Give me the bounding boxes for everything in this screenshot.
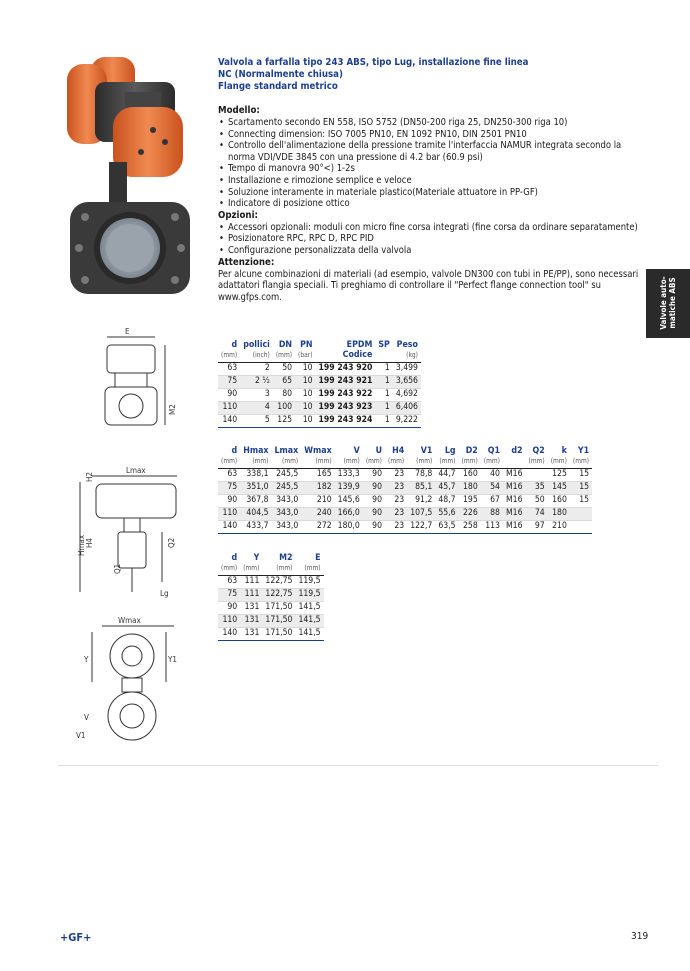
model-item: • Indicatore di posizione ottico <box>218 198 648 210</box>
col-header: d <box>231 553 238 563</box>
col-header: V <box>353 446 360 456</box>
table-cell: 160 <box>459 469 481 482</box>
table-cell: 2 <box>240 363 273 376</box>
table-cell: 338,1 <box>240 469 271 482</box>
option-item: • Posizionatore RPC, RPC D, RPC PID <box>218 233 648 245</box>
unit-cell: (mm) <box>240 457 271 469</box>
table-cell: 182 <box>301 481 334 494</box>
title-line-3: Flange standard metrico <box>218 81 338 92</box>
table-cell: M16 <box>503 481 526 494</box>
col-header: M2 <box>279 553 293 563</box>
unit-cell: (mm) <box>273 351 295 363</box>
table-cell: 1 <box>375 363 393 376</box>
page-number: 319 <box>631 931 649 942</box>
table-cell: 160 <box>548 494 570 507</box>
table-cell: 199 243 922 <box>316 388 376 401</box>
drawing-label-e: E <box>125 327 130 336</box>
table-row <box>218 469 592 482</box>
table-cell: 367,8 <box>240 494 271 507</box>
product-photo <box>55 52 203 300</box>
table3-header-row <box>218 553 324 564</box>
unit-cell: (mm) <box>262 564 295 576</box>
unit-cell: (mm) <box>459 457 481 469</box>
table-cell: 145 <box>548 481 570 494</box>
table-cell: 343,0 <box>272 507 302 520</box>
col-header: Q1 <box>487 446 500 456</box>
table-cell: 210 <box>548 520 570 533</box>
col-header: Y1 <box>577 446 590 456</box>
col-header: EPDM <box>346 340 373 350</box>
table-cell <box>570 507 592 520</box>
table-cell: 44,7 <box>435 469 458 482</box>
dimension-drawing-top <box>62 612 182 750</box>
table-cell: 140 <box>218 520 240 533</box>
table-cell: 131 <box>240 614 262 627</box>
table-cell: M16 <box>503 520 526 533</box>
table-cell: 15 <box>570 494 592 507</box>
model-list <box>218 117 648 210</box>
description-block <box>218 105 648 303</box>
table-cell: 67 <box>481 494 503 507</box>
table-cell: 3 <box>240 388 273 401</box>
table-cell: 6,406 <box>393 401 421 414</box>
table-cell: 245,5 <box>272 481 302 494</box>
table-cell: 75 <box>218 375 240 388</box>
table-cell: 125 <box>273 414 295 427</box>
table-row <box>218 627 324 640</box>
table-cell: 4,692 <box>393 388 421 401</box>
table-row <box>218 614 324 627</box>
unit-cell: (mm) <box>301 457 334 469</box>
table-cell: 122,75 <box>262 576 295 589</box>
table-cell: 54 <box>481 481 503 494</box>
table-cell: 90 <box>363 494 385 507</box>
model-item: • Soluzione interamente in materiale plastico(Materiale attuatore in PP-GF) <box>218 187 648 199</box>
table-row <box>218 576 324 589</box>
table-cell: 10 <box>295 414 315 427</box>
table-cell: 2 ½ <box>240 375 273 388</box>
table-cell: 10 <box>295 401 315 414</box>
unit-cell: (mm) <box>407 457 435 469</box>
table-cell: 119,5 <box>295 576 323 589</box>
table-cell: 140 <box>218 627 240 640</box>
table-cell: 199 243 923 <box>316 401 376 414</box>
model-item: • Installazione e rimozione semplice e veloce <box>218 175 648 187</box>
table-cell: 210 <box>301 494 334 507</box>
table-cell: 107,5 <box>407 507 435 520</box>
drawing-label-h2: H2 <box>85 472 94 482</box>
unit-cell <box>375 351 393 363</box>
drawing-label-q2: Q2 <box>167 537 176 548</box>
col-header: Lg <box>444 446 456 456</box>
table-cell: 131 <box>240 601 262 614</box>
table-cell: 133,3 <box>335 469 363 482</box>
unit-cell: (mm) <box>218 351 240 363</box>
table-cell: 110 <box>218 507 240 520</box>
table-cell: 10 <box>295 388 315 401</box>
col-header: pollici <box>243 340 270 350</box>
table-cell: 343,0 <box>272 494 302 507</box>
table-cell: 97 <box>526 520 548 533</box>
table-cell: 141,5 <box>295 614 323 627</box>
table-cell: 122,7 <box>407 520 435 533</box>
table-row <box>218 401 421 414</box>
table-cell: 171,50 <box>262 627 295 640</box>
col-header: k <box>561 446 567 456</box>
table-cell: 90 <box>218 494 240 507</box>
drawing-label-lg: Lg <box>160 589 169 598</box>
table-cell: 78,8 <box>407 469 435 482</box>
table-cell: 199 243 924 <box>316 414 376 427</box>
attention-heading: Attenzione: <box>218 256 275 268</box>
table-cell: 404,5 <box>240 507 271 520</box>
table-cell: 90 <box>218 388 240 401</box>
table-cell: 85,1 <box>407 481 435 494</box>
table-cell: 145,6 <box>335 494 363 507</box>
table-cell: 3,499 <box>393 363 421 376</box>
side-tab-line-2: matiche ABS <box>668 277 677 329</box>
table-cell: 15 <box>570 481 592 494</box>
model-item: • Controllo dell'alimentazione della pressione tramite l'interfaccia NAMUR integrata secondo la norma VDI/VDE 3845 con una pressione di 4.2 bar (60.9 psi) <box>218 140 648 163</box>
table-cell: 166,0 <box>335 507 363 520</box>
table-cell: M16 <box>503 469 526 482</box>
side-tab-line-1: Valvole auto- <box>659 276 668 330</box>
unit-cell: (mm) <box>218 564 240 576</box>
unit-cell: (mm) <box>295 564 323 576</box>
table-cell: 90 <box>218 601 240 614</box>
table-cell: 113 <box>481 520 503 533</box>
table-cell: 90 <box>363 507 385 520</box>
table-cell: 74 <box>526 507 548 520</box>
unit-cell: (mm) <box>272 457 302 469</box>
col-header: d <box>231 340 238 350</box>
table-cell: 141,5 <box>295 601 323 614</box>
attention-text: Per alcune combinazioni di materiali (ad esempio, valvole DN300 con tubi in PE/PP), sono necessari adattatori flangia speciali. Ti preghiamo di controllare il "Perfect flange connection tool" su www.gfps.com. <box>218 268 639 303</box>
table-cell: 48,7 <box>435 494 458 507</box>
dimensions-table-2 <box>218 553 324 641</box>
table-cell: 240 <box>301 507 334 520</box>
col-header: Y <box>253 553 260 563</box>
table-cell: 23 <box>385 481 407 494</box>
unit-cell: (mm) <box>481 457 503 469</box>
drawing-label-wmax: Wmax <box>118 616 141 625</box>
table-cell: 23 <box>385 520 407 533</box>
table-cell: 122,75 <box>262 588 295 601</box>
table-row <box>218 601 324 614</box>
table-row <box>218 375 421 388</box>
table-cell: 55,6 <box>435 507 458 520</box>
unit-cell: (mm) <box>363 457 385 469</box>
unit-cell: (inch) <box>240 351 273 363</box>
table-cell: 4 <box>240 401 273 414</box>
unit-cell: (kg) <box>393 351 421 363</box>
table-cell: 88 <box>481 507 503 520</box>
drawing-label-hmax: Hmax <box>77 534 86 556</box>
table-row <box>218 520 592 533</box>
table-cell: 141,5 <box>295 627 323 640</box>
table-cell: 139,9 <box>335 481 363 494</box>
col-header: U <box>375 446 383 456</box>
col-header: D2 <box>465 446 478 456</box>
options-list <box>218 222 648 257</box>
table-cell: 171,50 <box>262 614 295 627</box>
col-header: d2 <box>511 446 523 456</box>
drawing-label-q1: Q1 <box>113 563 122 574</box>
table-cell: 40 <box>481 469 503 482</box>
table-cell: 63,5 <box>435 520 458 533</box>
unit-cell: (mm) <box>435 457 458 469</box>
table-cell: 180 <box>459 481 481 494</box>
unit-cell: (mm) <box>218 457 240 469</box>
option-item: • Accessori opzionali: moduli con micro fine corsa integrati (fine corsa da ordinare separatamente) <box>218 222 648 234</box>
unit-cell: (mm) <box>526 457 548 469</box>
table-row <box>218 363 421 376</box>
table-cell: 10 <box>295 363 315 376</box>
table-cell: 75 <box>218 588 240 601</box>
table-cell: 91,2 <box>407 494 435 507</box>
table-row <box>218 388 421 401</box>
dimension-drawing-front <box>95 325 185 435</box>
order-table <box>218 340 421 428</box>
options-heading: Opzioni: <box>218 209 258 221</box>
title-line-2: NC (Normalmente chiusa) <box>218 69 343 80</box>
model-item: • Scartamento secondo EN 558, ISO 5752 (DN50-200 riga 25, DN250-300 riga 10) <box>218 117 648 129</box>
col-header: Lmax <box>274 446 299 456</box>
table-cell: 180 <box>548 507 570 520</box>
table3-unit-row <box>218 564 324 576</box>
table-row <box>218 507 592 520</box>
table-cell: 63 <box>218 576 240 589</box>
table-cell: M16 <box>503 507 526 520</box>
table-cell: 1 <box>375 414 393 427</box>
table-cell: 171,50 <box>262 601 295 614</box>
table-cell: 111 <box>240 576 262 589</box>
table-cell: 165 <box>301 469 334 482</box>
col-header: d <box>231 446 238 456</box>
table-cell: 3,656 <box>393 375 421 388</box>
table-cell: 65 <box>273 375 295 388</box>
table-cell <box>526 469 548 482</box>
table-cell: 75 <box>218 481 240 494</box>
table-cell: 80 <box>273 388 295 401</box>
table3-body <box>218 576 324 641</box>
table2-unit-row <box>218 457 592 469</box>
unit-cell: (mm) <box>385 457 407 469</box>
col-header-codice: Codice <box>316 351 376 363</box>
table-cell: 1 <box>375 375 393 388</box>
product-title <box>218 57 529 93</box>
table-cell: 110 <box>218 401 240 414</box>
table-row <box>218 414 421 427</box>
table-row <box>218 481 592 494</box>
table-cell: 45,7 <box>435 481 458 494</box>
table-cell: 110 <box>218 614 240 627</box>
table2-header-row <box>218 446 592 457</box>
drawing-label-h4: H4 <box>85 538 94 548</box>
table-cell: 23 <box>385 494 407 507</box>
table-row <box>218 588 324 601</box>
col-header: PN <box>300 340 313 350</box>
col-header: Wmax <box>304 446 332 456</box>
unit-cell: (mm) <box>335 457 363 469</box>
col-header: E <box>315 553 321 563</box>
table-cell: 23 <box>385 507 407 520</box>
unit-cell: (bar) <box>295 351 315 363</box>
table-cell: 63 <box>218 469 240 482</box>
table-cell: 1 <box>375 401 393 414</box>
table-cell: 90 <box>363 481 385 494</box>
table-cell: 245,5 <box>272 469 302 482</box>
col-header: SP <box>378 340 390 350</box>
table-row <box>218 494 592 507</box>
col-header: H4 <box>392 446 405 456</box>
table-cell: 63 <box>218 363 240 376</box>
table-cell: 199 243 921 <box>316 375 376 388</box>
col-header: V1 <box>420 446 433 456</box>
col-header: Peso <box>396 340 418 350</box>
table-cell <box>570 520 592 533</box>
table2-body <box>218 469 592 534</box>
table-cell: 50 <box>273 363 295 376</box>
drawing-label-lmax: Lmax <box>126 466 146 475</box>
table-cell: 90 <box>363 520 385 533</box>
table-cell: 50 <box>526 494 548 507</box>
table-cell: 226 <box>459 507 481 520</box>
table-cell: 180,0 <box>335 520 363 533</box>
model-item: • Connecting dimension: ISO 7005 PN10, EN 1092 PN10, DIN 2501 PN10 <box>218 129 648 141</box>
table-cell: 140 <box>218 414 240 427</box>
table-cell: 131 <box>240 627 262 640</box>
unit-cell: (mm) <box>240 564 262 576</box>
table-cell: 272 <box>301 520 334 533</box>
unit-cell: (mm) <box>548 457 570 469</box>
drawing-label-y1: Y1 <box>168 655 177 664</box>
table-cell: 35 <box>526 481 548 494</box>
col-header: Hmax <box>243 446 269 456</box>
table-cell: 90 <box>363 469 385 482</box>
table-cell: 258 <box>459 520 481 533</box>
unit-cell: (mm) <box>570 457 592 469</box>
dimension-drawing-side <box>62 462 182 604</box>
gf-logo: +GF+ <box>60 931 92 944</box>
table-cell: 199 243 920 <box>316 363 376 376</box>
title-line-1: Valvola a farfalla tipo 243 ABS, tipo Lug, installazione fine linea <box>218 57 529 68</box>
drawing-label-y: Y <box>84 655 89 664</box>
option-item: • Configurazione personalizzata della valvola <box>218 245 648 257</box>
table-cell: 343,0 <box>272 520 302 533</box>
model-item: • Tempo di manovra 90°<) 1-2s <box>218 163 648 175</box>
col-header: Q2 <box>532 446 545 456</box>
table-cell: 111 <box>240 588 262 601</box>
section-side-tab <box>646 269 690 338</box>
table-cell: 23 <box>385 469 407 482</box>
table-cell: M16 <box>503 494 526 507</box>
side-tab-label <box>659 271 677 335</box>
table-cell: 351,0 <box>240 481 271 494</box>
drawing-label-v: V <box>84 713 89 722</box>
unit-cell <box>503 457 526 469</box>
col-header: DN <box>278 340 293 350</box>
table-cell: 195 <box>459 494 481 507</box>
table1-body <box>218 363 421 428</box>
table-cell: 100 <box>273 401 295 414</box>
table-cell: 15 <box>570 469 592 482</box>
divider <box>58 765 658 766</box>
table-cell: 5 <box>240 414 273 427</box>
drawing-label-v1: V1 <box>76 731 86 740</box>
table-cell: 125 <box>548 469 570 482</box>
drawing-label-m2: M2 <box>168 404 177 415</box>
dimensions-table <box>218 446 592 534</box>
table-cell: 1 <box>375 388 393 401</box>
model-heading: Modello: <box>218 105 260 116</box>
table-cell: 119,5 <box>295 588 323 601</box>
table-cell: 10 <box>295 375 315 388</box>
table-cell: 9,222 <box>393 414 421 427</box>
table-cell: 433,7 <box>240 520 271 533</box>
